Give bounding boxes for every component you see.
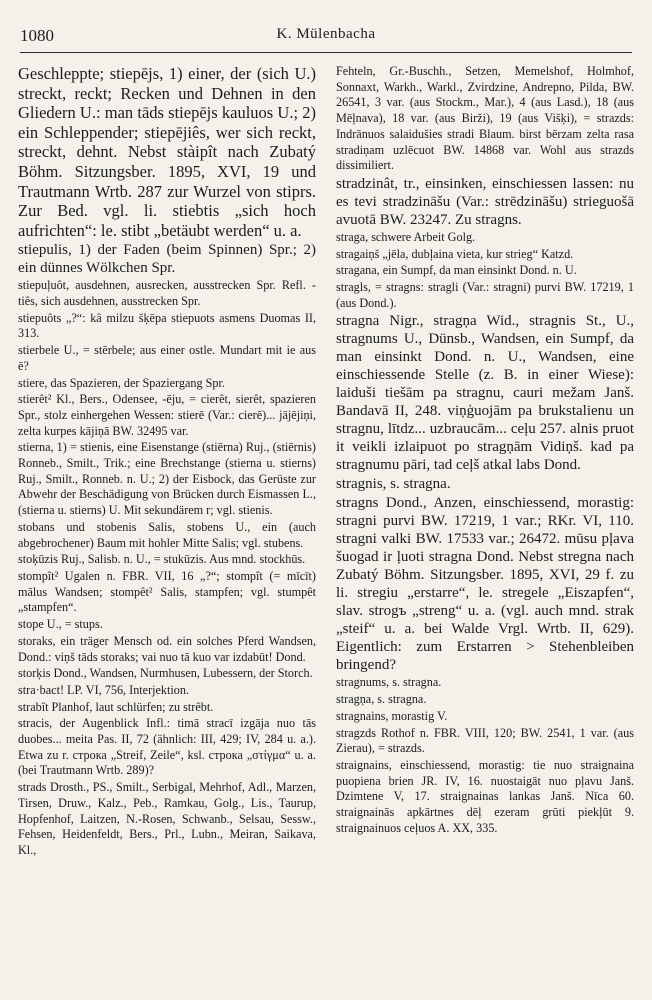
dictionary-entry: storaks, ein träger Mensch od. ein solches Pferd Wandsen, Dond.: viņš tāds storaks; vai nuo tā kuo var izdabūt! Dond. (18, 633, 316, 664)
dictionary-entry: stierna, 1) = stienis, eine Eisenstange (stiērna) Ruj., (stiērnis) Ronneb., Smilt., Trik.; eine Brechstange (stierna u. stierns) Ruj., Smilt., Ronneb. n. U.; 2) der Eisbock, das Gerüste zur Abwehr der Beschädigung von Brücken durch Eismassen L., (stierna u. stierns) U. Mit sekundärem r; vgl. stienis. (18, 440, 316, 518)
dictionary-entry: stragņa, s. stragna. (336, 692, 427, 707)
dictionary-entry: stope U., = stups. (18, 617, 103, 632)
dictionary-entry: stompît² Ugalen n. FBR. VII, 16 „?“; stompît (= mīcīt) mālus Wandsen; stompêt² Salis, stampfen; vgl. stumpêt „stampfen“. (18, 569, 316, 615)
dictionary-entry: Fehteln, Gr.-Buschh., Setzen, Memelshof, Holmhof, Sonnaxt, Warkh., Warkl., Zvirdzine, Andrepno, Pilda, BW. 26541, 3 var. (aus Stockm., Mar.), 4 (aus Lasd.), 18 (aus Mēļnava), 18 var. (aus Birži), 19 (aus Višķi), = strazds: Indrānuos salaidušies stradi Blaum. birst bērzam zelta rasa stradiņam uzlēcuot BW. 14868 var. Wohl aus strazds dissimiliert. (336, 64, 634, 173)
dictionary-entry: stragnums, s. stragna. (336, 675, 442, 690)
dictionary-entry: strabît Planhof, laut schlürfen; zu strêbt. (18, 699, 214, 714)
dictionary-entry: stragns Dond., Anzen, einschiessend, morastig: stragni purvi BW. 17219, 1 var.; RKr. VI, 110. stragni valki BW. 17533 var.; 26472. mūsu pļava šuogad ir ļuoti stragna Dond. Nebst stregna nach Zubatý Böhm. Sitzungsber. 1895, XVI, 29 f. zu li. stregiu „erstarre“, le. stregele „Eiszapfen“, slav. strogъ „streng“ u. a. (vgl. auch mnd. strak „steif“ u. a. bei Walde Vrgl. Wrtb. II, 629). Eigentlich: zum Erstarren > Stehenbleiben bringend? (336, 495, 634, 674)
page-number: 1080 (20, 26, 54, 45)
page-header (20, 26, 632, 53)
dictionary-entry: stradzinât, tr., einsinken, einschiessen lassen: nu es tevi stradzināšu (Var.: strēdzināšu) strieguošā avuotā BW. 23247. Zu stragns. (336, 175, 634, 228)
dictionary-entry: stragana, ein Sumpf, da man einsinkt Dond. n. U. (336, 263, 577, 278)
dictionary-entry: stoķūzis Ruj., Salisb. n. U., = stukūzis. Aus mnd. stockhūs. (18, 552, 306, 567)
dictionary-entry: straignains, einschiessend, morastig: tie nuo straignaina puopiena brien JR. IV, 16. nuostaigāt nuo pļavu Janš. Dzimtene V, 17. straignainas lankas Janš. Nīca 60. straignainās apkārtnes dēļ ezeram grūti piekļūt 9. straignainuos ceļuos A. XX, 335. (336, 757, 634, 835)
dictionary-entry: stragna Nigr., stragņa Wid., stragnis St., U., stragnums U., Dünsb., Wandsen, ein Sumpf, da man einsinkt Dond. n. U., Wandsen, eine einschiessende Stelle (z. B. in einer Wiese): laiduši tiešām pa stragnu, cauri mežam Janš. Bandavā II, 248. viņģuojām pa brukstalienu un stragnu, lītdz... uzbraucām... ceļu 257. alnis pruot it veikli izlaipuot po stragņām Vidiņš. kad pa stragnumu pāri, tad ceļš atkal labs Dond. (336, 313, 634, 474)
dictionary-entry: stracis, der Augenblick Infl.: timā stracī izgāja nuo tās duobes... meita Pas. II, 72 (ähnlich: III, 429; IV, 284 u. a.). Etwa zu r. строка „Streif, Zeile“, ksl. строка „στίγμα“ u. a. (bei Trautmann Wrtb. 289)? (18, 716, 316, 778)
dictionary-entry: stiepuôts „?“: kâ milzu šķēpa stiepuots asmens Duomas II, 313. (18, 310, 316, 341)
dictionary-entry: stierêt² Kl., Bers., Odensee, -ēju, = cierêt, sierêt, spazieren Spr., stolz einhergehen Wessen: stierē (Var.: cierē)... jājējiņi, zelta kurpes kājiņā BW. 32495 var. (18, 392, 316, 438)
dictionary-entry: storķis Dond., Wandsen, Nurmhusen, Lubessern, der Storch. (18, 666, 313, 681)
dictionary-entry: stragls, = stragns: stragli (Var.: stragni) purvi BW. 17219, 1 (aus Dond.). (336, 280, 634, 310)
left-column (18, 64, 316, 994)
dictionary-entry: stiepuļuôt, ausdehnen, ausrecken, ausstrecken Spr. Refl. -tiês, sich ausdehnen, ausstrecken Spr. (18, 278, 316, 309)
dictionary-entry: straga, schwere Arbeit Golg. (336, 229, 476, 244)
dictionary-entry: stierbele U., = stērbele; aus einer ostle. Mundart mit ie aus ē? (18, 343, 316, 373)
right-column (336, 64, 634, 994)
dictionary-entry: stragaiņš „jēla, dubļaina vieta, kur strieg“ Katzd. (336, 246, 574, 261)
dictionary-entry: strads Drosth., PS., Smilt., Serbigal, Mehrhof, Adl., Marzen, Tirsen, Druw., Kalz., Peb., Ramkau, Golg., Lis., Taurup, Hopfenhof, Laitzen, N.-Rosen, Schwanb., Selsau, Sessw., Fehsen, Heidenfeldt, Bers., Prl., Lubn., Meiran, Saikava, Kl., (18, 780, 316, 857)
dictionary-entry: stiere, das Spazieren, der Spaziergang Spr. (18, 375, 225, 390)
dictionary-entry: stragzds Rothof n. FBR. VIII, 120; BW. 2541, 1 var. (aus Zierau), = strazds. (336, 725, 634, 756)
dictionary-entry: stobans und stobenis Salis, stobens U., ein (auch abgebrochener) Baum mit hohler Mitte Salis; vgl. stubens. (18, 519, 316, 550)
running-head: K. Mülenbacha (276, 26, 376, 42)
dictionary-entry: stragnis, s. stragna. (336, 476, 451, 493)
dictionary-entry: stragnains, morastig V. (336, 708, 448, 723)
dictionary-entry: Geschleppte; stiepējs, 1) einer, der (sich U.) streckt, reckt; Recken und Dehnen in den Gliedern U.: man tāds stiepējs kauluos U.; 2) ein Schleppender; stiepējiês, wer sich reckt, streckt, dehnt. Nebst stàipît nach Zubatý Böhm. Sitzungsber. 1895, XVI, 19 und Trautmann Wrtb. 287 zur Wurzel von stiprs. Zur Bed. vgl. li. stiebtis „sich hoch aufrichten“: le. stibt „betäubt werden“ u. a. (18, 64, 316, 240)
dictionary-entry: stra·bact! LP. VI, 756, Interjektion. (18, 682, 190, 697)
dictionary-entry: stiepulis, 1) der Faden (beim Spinnen) Spr.; 2) ein dünnes Wölkchen Spr. (18, 242, 316, 277)
